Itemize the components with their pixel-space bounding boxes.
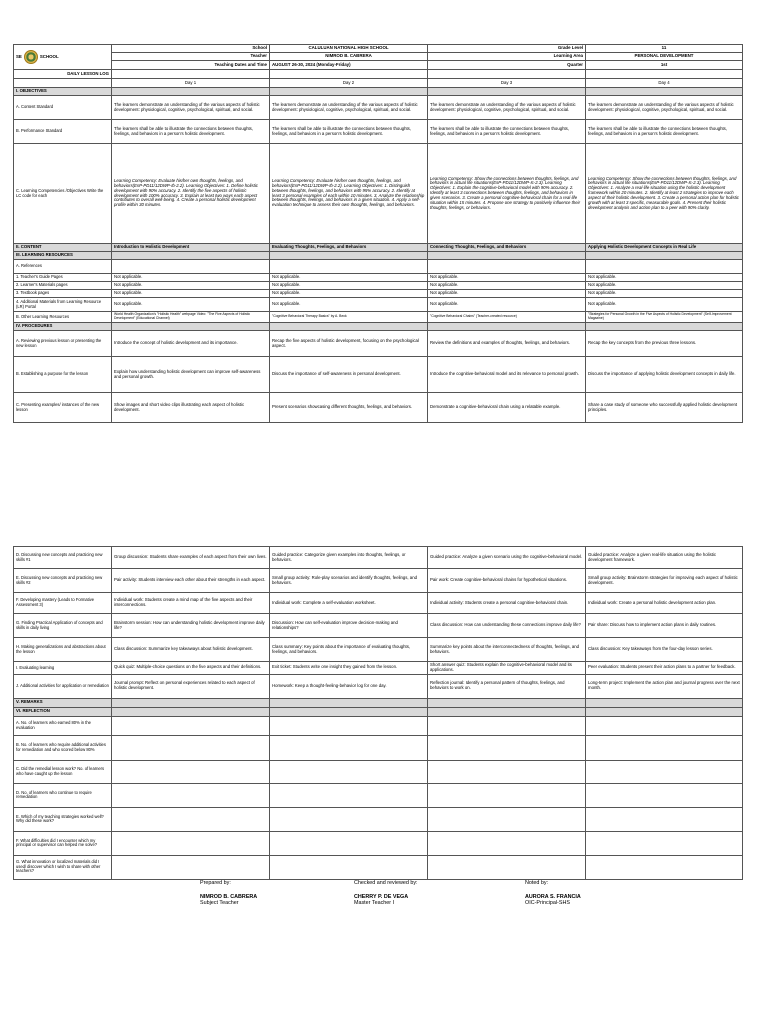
procedure-cell: Pair share: Discuss how to implement action plans in daily routines. [586,614,743,638]
quarter-value: 1st [586,61,743,70]
competencies-cell: Learning Competency: Show the connections between thoughts, feelings, and behaviors in actual life situations(EsP-PD11/12DWP-Ic-2.3). Learning Objectives: 1. Explain the cognitive-behavioral model with 90% accuracy. 2. Identify at least 3 connections between thoughts, feelings, and behaviors in given scenarios. 3. Create a personal cognitive-behavioral chain for a real-life situation within 15 minutes. 4. Propose one strategy to positively influence their thoughts, feelings, or behaviors. [428,144,586,244]
section-content: II. CONTENT [14,244,112,252]
signature-role: OIC-Principal-SHS [525,900,570,906]
procedure-cell: Discuss the importance of applying holistic development concepts in daily life. [586,357,743,393]
content-standard-cell: The learners demonstrate an understanding of the various aspects of holistic development: physiological, cognitive, psychological, spiritual, and social. [112,96,270,120]
noted-by [525,880,581,906]
content-standard-cell: The learners demonstrate an understanding of the various aspects of holistic development: physiological, cognitive, psychological, spiritual, and social. [586,96,743,120]
content-cell: Introduction to Holistic Development [112,244,270,252]
content-standard-cell: The learners demonstrate an understanding of the various aspects of holistic development: physiological, cognitive, psychological, spiritual, and social. [270,96,428,120]
lr-cell: Not applicable. [270,298,428,312]
procedure-cell: Individual work: Complete a self-evaluation worksheet. [270,593,428,614]
teacher-label: Teacher [112,53,270,61]
lr-cell: Not applicable. [112,298,270,312]
procedure-cell: Recap the key concepts from the previous three lessons. [586,331,743,357]
quarter-label: Quarter [428,61,586,70]
procedure-cell: Discuss the importance of self-awareness in personal development. [270,357,428,393]
day-header: Day 4 [586,79,743,88]
learning-area-label: Learning Area [428,53,586,61]
signature-title: Prepared by: [200,880,231,886]
procedure-cell: Discussion: How can self-evaluation improve decision-making and relationships? [270,614,428,638]
reflection-label: F. What difficulties did I encounter which my principal or supervisor can helped me solve? [14,831,112,855]
header-prefix: SE [16,54,22,60]
section-remarks: V. REMARKS [14,698,112,707]
performance-standard-cell: The learners shall be able to illustrate the connections between thoughts, feelings, and behaviors in a person's holistic development. [112,120,270,144]
procedure-cell: Exit ticket: Students write one insight they gained from the lesson. [270,662,428,675]
reflection-label: B. No. of learners who require additional activities for remediation and who scored below 80% [14,735,112,760]
procedure-cell: Explain how understanding holistic development can improve self-awareness and personal growth. [112,357,270,393]
teacher-value: NIMROD B. CABRERA [270,53,428,61]
tb-cell: Not applicable. [428,290,586,298]
competencies-cell: Learning Competency: Evaluate his/her own thoughts, feelings, and behaviors(EsP-PD11/12DWP-Ib-2.2). Learning Objectives: 1. Define holistic development with 90% accuracy. 2. Identify the five aspects of holistic development with 100% accuracy. 3. Explain at least two ways each aspect contributes to overall well-being. 4. Create a personal holistic development profile within 30 minutes. [112,144,270,244]
tb-label: 3. Textbook pages [14,290,112,298]
performance-standard-label: B. Performance Standard [14,120,112,144]
procedure-cell: Introduce the concept of holistic development and its importance. [112,331,270,357]
procedure-cell: Recap the five aspects of holistic development, focusing on the psychological aspect. [270,331,428,357]
procedure-label: F. Developing mastery (Leads to Formative Assessment 3) [14,593,112,614]
form-title: DAILY LESSON LOG [14,70,112,79]
signature-name: CHERRY P. DE VEGA [354,894,409,900]
procedure-cell: Introduce the cognitive-behavioral model and its relevance to personal growth. [428,357,586,393]
other-resources-cell: World Health Organization's "Holistic Health" webpage Video: "The Five Aspects of Holistic Development" (Educational Channel) [112,312,270,323]
procedure-cell: Guided practice: Categorize given examples into thoughts, feelings, or behaviors. [270,547,428,569]
tg-label: 1. Teacher's Guide Pages [14,274,112,282]
content-cell: Evaluating Thoughts, Feelings, and Behaviors [270,244,428,252]
reflection-label: A. No. of learners who earned 80% in the evaluation [14,716,112,735]
section-objectives: I. OBJECTIVES [14,88,112,96]
procedure-cell: Pair activity: Students interview each other about their strengths in each aspect. [112,569,270,593]
lesson-log-table-page2 [13,546,743,880]
procedure-cell: Class discussion: How can understanding these connections improve daily life? [428,614,586,638]
lesson-log-table-page1 [13,44,743,423]
learning-area-value: PERSONAL DEVELOPMENT [586,53,743,61]
tg-cell: Not applicable. [112,274,270,282]
procedure-cell: Review the definitions and examples of thoughts, feelings, and behaviors. [428,331,586,357]
content-cell: Connecting Thoughts, Feelings, and Behaviors [428,244,586,252]
procedure-cell: Reflection journal: Identify a personal pattern of thoughts, feelings, and behaviors to work on. [428,674,586,698]
day-header: Day 1 [112,79,270,88]
signature-title: Checked and reviewed by: [354,880,418,886]
content-standard-cell: The learners demonstrate an understanding of the various aspects of holistic development: physiological, cognitive, psychological, spiritual, and social. [428,96,586,120]
procedure-cell: Class summary: Key points about the importance of evaluating thoughts, feelings, and behaviors. [270,638,428,662]
day-header: Day 3 [428,79,586,88]
lm-label: 2. Learner's Materials pages [14,282,112,290]
school-logo-cell [14,45,112,70]
procedure-label: D. Discussing new concepts and practicing new skills #1 [14,547,112,569]
tb-cell: Not applicable. [112,290,270,298]
signature-name: AURORA S. FRANCIA [525,894,581,900]
dates-value: AUGUST 26-30, 2024 (Monday-Friday) [270,61,428,70]
school-label: School [112,45,270,53]
procedure-cell: Quick quiz: Multiple-choice questions on the five aspects and their definitions. [112,662,270,675]
school-word: SCHOOL [39,54,59,60]
lr-label: 4. Additional Materials from Learning Resource (LR) Portal [14,298,112,312]
procedure-label: H. Making generalizations and abstractions about the lesson [14,638,112,662]
prepared-by [200,880,257,906]
lm-cell: Not applicable. [428,282,586,290]
procedure-cell: Group discussion: Students share examples of each aspect from their own lives. [112,547,270,569]
reflection-label: G. What innovation or localized materials did I used/ discover which I wish to share with other teachers? [14,855,112,879]
procedure-cell: Individual work: Students create a mind map of the five aspects and their interconnections. [112,593,270,614]
procedure-cell: Peer evaluation: Students present their action plans to a partner for feedback. [586,662,743,675]
reflection-label: E. Which of my teaching strategies worked well? Why did these work? [14,807,112,831]
performance-standard-cell: The learners shall be able to illustrate the connections between thoughts, feelings, and behaviors in a person's holistic development. [586,120,743,144]
procedure-cell: Individual activity: Students create a personal cognitive-behavioral chain. [428,593,586,614]
procedure-label: G. Finding Practical Application of concepts and skills in daily living [14,614,112,638]
procedure-label: A. Reviewing previous lesson or presenting the new lesson [14,331,112,357]
procedure-cell: Class discussion: Summarize key takeaways about holistic development. [112,638,270,662]
procedure-cell: Small group activity: Role-play scenarios and identify thoughts, feelings, and behaviors. [270,569,428,593]
signature-title: Noted by: [525,880,549,886]
grade-level-label: Grade Level [428,45,586,53]
lm-cell: Not applicable. [112,282,270,290]
reflection-label: D. No. of learners who continue to require remediation [14,783,112,807]
tg-cell: Not applicable. [428,274,586,282]
day-header: Day 2 [270,79,428,88]
procedure-label: I. Evaluating learning [14,662,112,675]
content-standard-label: A. Content Standard [14,96,112,120]
signature-role: Subject Teacher [200,900,239,906]
procedure-cell: Share a case study of someone who successfully applied holistic development principles. [586,393,743,423]
signature-role: Master Teacher I [354,900,395,906]
school-seal-icon [24,50,38,64]
checked-by [354,880,418,906]
procedure-cell: Journal prompt: Reflect on personal experiences related to each aspect of holistic development. [112,674,270,698]
tg-cell: Not applicable. [586,274,743,282]
performance-standard-cell: The learners shall be able to illustrate the connections between thoughts, feelings, and behaviors in a person's holistic development. [270,120,428,144]
section-resources: III. LEARNING RESOURCES [14,252,112,260]
procedure-label: B. Establishing a purpose for the lesson [14,357,112,393]
competencies-cell: Learning Competency: Evaluate his/her own thoughts, feelings, and behaviors(EsP-PD11/12DWP-Ib-2.2). Learning Objectives: 1. Distinguish between thoughts, feelings, and behaviors with 95% accuracy. 2. Identify at least 3 personal examples of each within 10 minutes. 3. Analyze the relationship between thoughts, feelings, and behaviors in a given situation. 4. Apply a self-evaluation technique to assess their own thoughts, feelings, and behaviors. [270,144,428,244]
procedure-cell: Summarize key points about the interconnectedness of thoughts, feelings, and behaviors. [428,638,586,662]
other-resources-label: B. Other Learning Resources [14,312,112,323]
procedure-cell: Small group activity: Brainstorm strategies for improving each aspect of holistic development. [586,569,743,593]
signature-name: NIMROD B. CABRERA [200,894,258,900]
procedure-cell: Guided practice: Analyze a given scenario using the cognitive-behavioral model. [428,547,586,569]
procedure-cell: Homework: Keep a thought-feeling-behavior log for one day. [270,674,428,698]
lm-cell: Not applicable. [586,282,743,290]
performance-standard-cell: The learners shall be able to illustrate the connections between thoughts, feelings, and behaviors in a person's holistic development. [428,120,586,144]
tb-cell: Not applicable. [270,290,428,298]
reflection-label: C. Did the remedial lesson work? No. of learners who have caught up the lesson [14,760,112,783]
section-procedures: IV. PROCEDURES [14,323,112,331]
procedure-cell: Individual work: Create a personal holistic development action plan. [586,593,743,614]
lr-cell: Not applicable. [586,298,743,312]
school-value: CALULUAN NATIONAL HIGH SCHOOL [270,45,428,53]
references-label: A. References [14,260,112,274]
grade-level-value: 11 [586,45,743,53]
other-resources-cell: "Strategies for Personal Growth in the Five Aspects of Holistic Development" (Self-Improvement Magazine) [586,312,743,323]
competencies-label: C. Learning Competencies /Objectives Write the LC code for each [14,144,112,244]
procedure-cell: Long-term project: Implement the action plan and journal progress over the next month. [586,674,743,698]
procedure-cell: Class discussion: Key takeaways from the four-day lesson series. [586,638,743,662]
lr-cell: Not applicable. [428,298,586,312]
tg-cell: Not applicable. [270,274,428,282]
content-cell: Applying Holistic Development Concepts in Real Life [586,244,743,252]
procedure-label: E. Discussing new concepts and practicing new skills #2 [14,569,112,593]
procedure-cell: Show images and short video clips illustrating each aspect of holistic development. [112,393,270,423]
competencies-cell: Learning Competency: Show the connections between thoughts, feelings, and behaviors in actual life situations(EsP-PD11/12DWP-Ic-2.3). Learning Objectives: 1. Analyze a real-life situation using the holistic development framework within 20 minutes. 2. Identify at least 2 strategies to improve each aspect of their holistic development. 3. Create a personal action plan for holistic growth with at least 3 specific, measurable goals. 4. Present their holistic development analysis and action plan to a peer with 90% clarity. [586,144,743,244]
procedure-cell: Guided practice: Analyze a given real-life situation using the holistic development framework. [586,547,743,569]
procedure-cell: Pair work: Create cognitive-behavioral chains for hypothetical situations. [428,569,586,593]
procedure-cell: Short answer quiz: Students explain the cognitive-behavioral model and its applications. [428,662,586,675]
other-resources-cell: "Cognitive Behavioral Chains" (Teacher-created resource) [428,312,586,323]
procedure-cell: Present scenarios showcasing different thoughts, feelings, and behaviors. [270,393,428,423]
procedure-label: J. Additional activities for application or remediation [14,674,112,698]
tb-cell: Not applicable. [586,290,743,298]
dates-label: Teaching Dates and Time [112,61,270,70]
section-reflection: VI. REFLECTION [14,707,112,716]
other-resources-cell: "Cognitive Behavioral Therapy Basics" by A. Beck [270,312,428,323]
procedure-label: C. Presenting examples/ instances of the new lesson [14,393,112,423]
procedure-cell: Demonstrate a cognitive-behavioral chain using a relatable example. [428,393,586,423]
procedure-cell: Brainstorm session: How can understanding holistic development improve daily life? [112,614,270,638]
lm-cell: Not applicable. [270,282,428,290]
